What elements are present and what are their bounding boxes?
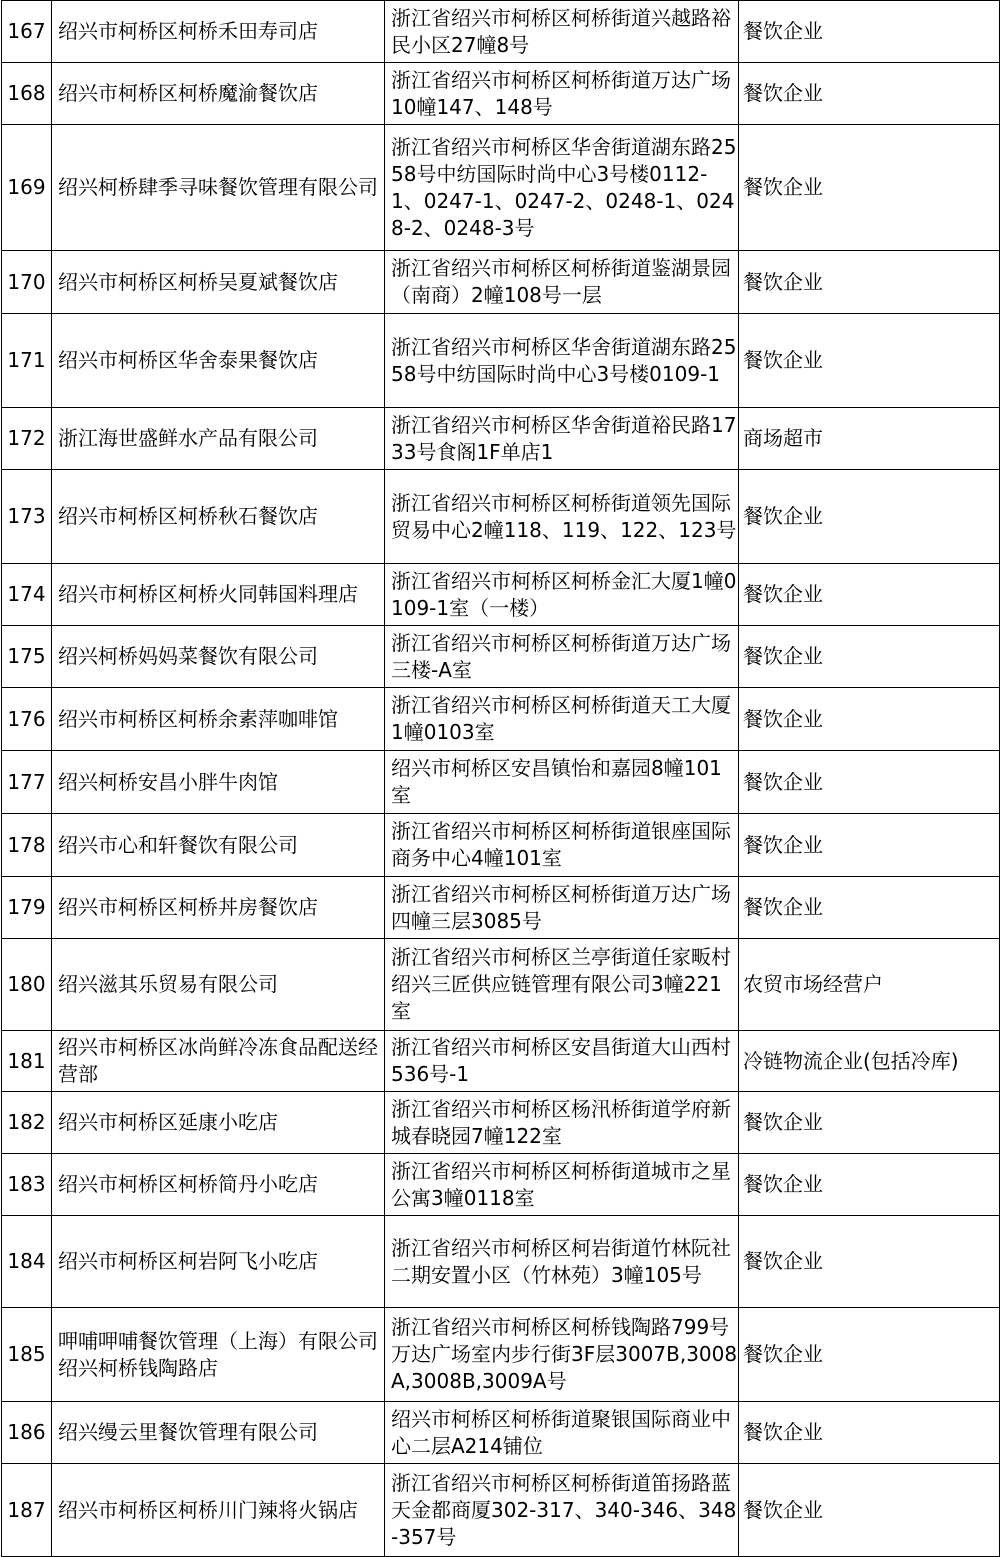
enterprise-address: 浙江省绍兴市柯桥区柯桥街道兴越路裕民小区27幢8号: [385, 1, 739, 63]
table-row: [2, 688, 1000, 751]
enterprise-name: 绍兴柯桥安昌小胖牛肉馆: [52, 751, 385, 814]
row-number: 179: [2, 877, 52, 939]
enterprise-category: 餐饮企业: [739, 470, 1000, 564]
row-number: 184: [2, 1216, 52, 1308]
enterprise-address: 浙江省绍兴市柯桥区柯桥街道万达广场四幢三层3085号: [385, 877, 739, 939]
table-row: [2, 1031, 1000, 1092]
row-number: 170: [2, 251, 52, 314]
row-number: 171: [2, 314, 52, 408]
enterprise-name: 绍兴市柯桥区柯桥魔渝餐饮店: [52, 63, 385, 125]
row-number: 182: [2, 1092, 52, 1154]
enterprise-address: 绍兴市柯桥区柯桥街道聚银国际商业中心二层A214铺位: [385, 1402, 739, 1464]
table-row: [2, 814, 1000, 877]
enterprise-name: 浙江海世盛鲜水产品有限公司: [52, 408, 385, 470]
enterprise-category: 餐饮企业: [739, 1092, 1000, 1154]
table-row: [2, 1, 1000, 63]
enterprise-address: 浙江省绍兴市柯桥区华舍街道裕民路1733号食阁1F单店1: [385, 408, 739, 470]
enterprise-category: 餐饮企业: [739, 688, 1000, 751]
row-number: 172: [2, 408, 52, 470]
enterprise-name: 绍兴市柯桥区柯桥丼房餐饮店: [52, 877, 385, 939]
row-number: 177: [2, 751, 52, 814]
enterprise-name: 绍兴市柯桥区冰尚鲜冷冻食品配送经营部: [52, 1031, 385, 1092]
enterprise-address: 浙江省绍兴市柯桥区兰亭街道任家畈村绍兴三匠供应链管理有限公司3幢221室: [385, 939, 739, 1031]
row-number: 185: [2, 1308, 52, 1402]
enterprise-category: 餐饮企业: [739, 751, 1000, 814]
enterprise-name: 呷哺呷哺餐饮管理（上海）有限公司绍兴柯桥钱陶路店: [52, 1308, 385, 1402]
enterprise-address: 浙江省绍兴市柯桥区杨汛桥街道学府新城春晓园7幢122室: [385, 1092, 739, 1154]
enterprise-address: 浙江省绍兴市柯桥区柯桥街道城市之星公寓3幢0118室: [385, 1154, 739, 1216]
enterprise-table: [1, 0, 1000, 1557]
row-number: 175: [2, 626, 52, 688]
enterprise-name: 绍兴缦云里餐饮管理有限公司: [52, 1402, 385, 1464]
enterprise-address: 浙江省绍兴市柯桥区柯桥街道万达广场10幢147、148号: [385, 63, 739, 125]
table-row: [2, 1308, 1000, 1402]
enterprise-address: 浙江省绍兴市柯桥区柯桥街道天工大厦1幢0103室: [385, 688, 739, 751]
table-row: [2, 408, 1000, 470]
enterprise-category: 餐饮企业: [739, 314, 1000, 408]
row-number: 186: [2, 1402, 52, 1464]
enterprise-name: 绍兴市柯桥区延康小吃店: [52, 1092, 385, 1154]
enterprise-name: 绍兴市柯桥区柯桥简丹小吃店: [52, 1154, 385, 1216]
table-row: [2, 751, 1000, 814]
enterprise-address: 浙江省绍兴市柯桥区柯桥街道领先国际贸易中心2幢118、119、122、123号: [385, 470, 739, 564]
enterprise-category: 餐饮企业: [739, 1402, 1000, 1464]
enterprise-name: 绍兴市柯桥区柯桥秋石餐饮店: [52, 470, 385, 564]
enterprise-address: 浙江省绍兴市柯桥区柯桥街道笛扬路蓝天金都商厦302-317、340-346、348-357号: [385, 1464, 739, 1557]
enterprise-name: 绍兴市柯桥区柯桥吴夏斌餐饮店: [52, 251, 385, 314]
enterprise-name: 绍兴市柯桥区柯岩阿飞小吃店: [52, 1216, 385, 1308]
enterprise-category: 餐饮企业: [739, 814, 1000, 877]
enterprise-category: 餐饮企业: [739, 1, 1000, 63]
row-number: 168: [2, 63, 52, 125]
table-row: [2, 564, 1000, 626]
enterprise-address: 浙江省绍兴市柯桥区柯岩街道竹林阮社二期安置小区（竹林苑）3幢105号: [385, 1216, 739, 1308]
enterprise-name: 绍兴市柯桥区柯桥禾田寿司店: [52, 1, 385, 63]
enterprise-category: 餐饮企业: [739, 1154, 1000, 1216]
enterprise-address: 浙江省绍兴市柯桥区柯桥金汇大厦1幢0109-1室（一楼）: [385, 564, 739, 626]
enterprise-category: 餐饮企业: [739, 1216, 1000, 1308]
row-number: 187: [2, 1464, 52, 1557]
table-row: [2, 251, 1000, 314]
table-row: [2, 470, 1000, 564]
row-number: 180: [2, 939, 52, 1031]
table-row: [2, 1154, 1000, 1216]
enterprise-category: 农贸市场经营户: [739, 939, 1000, 1031]
enterprise-category: 餐饮企业: [739, 877, 1000, 939]
enterprise-address: 浙江省绍兴市柯桥区柯桥街道银座国际商务中心4幢101室: [385, 814, 739, 877]
enterprise-address: 浙江省绍兴市柯桥区华舍街道湖东路2558号中纺国际时尚中心3号楼0112-1、0247-1、0247-2、0248-1、0248-2、0248-3号: [385, 125, 739, 251]
enterprise-category: 冷链物流企业(包括冷库): [739, 1031, 1000, 1092]
enterprise-name: 绍兴柯桥妈妈菜餐饮有限公司: [52, 626, 385, 688]
enterprise-category: 餐饮企业: [739, 251, 1000, 314]
table-row: [2, 1464, 1000, 1557]
table-row: [2, 939, 1000, 1031]
table-row: [2, 1092, 1000, 1154]
enterprise-address: 浙江省绍兴市柯桥区柯桥钱陶路799号万达广场室内步行街3F层3007B,3008A,3008B,3009A号: [385, 1308, 739, 1402]
enterprise-address: 浙江省绍兴市柯桥区安昌街道大山西村536号-1: [385, 1031, 739, 1092]
table-row: [2, 1216, 1000, 1308]
table-row: [2, 314, 1000, 408]
row-number: 181: [2, 1031, 52, 1092]
row-number: 183: [2, 1154, 52, 1216]
row-number: 167: [2, 1, 52, 63]
row-number: 173: [2, 470, 52, 564]
row-number: 176: [2, 688, 52, 751]
enterprise-category: 餐饮企业: [739, 564, 1000, 626]
enterprise-category: 餐饮企业: [739, 125, 1000, 251]
enterprise-category: 餐饮企业: [739, 626, 1000, 688]
table-row: [2, 1402, 1000, 1464]
enterprise-name: 绍兴柯桥肆季寻味餐饮管理有限公司: [52, 125, 385, 251]
enterprise-name: 绍兴市柯桥区柯桥火同韩国料理店: [52, 564, 385, 626]
enterprise-category: 商场超市: [739, 408, 1000, 470]
enterprise-address: 浙江省绍兴市柯桥区柯桥街道万达广场三楼-A室: [385, 626, 739, 688]
row-number: 169: [2, 125, 52, 251]
enterprise-name: 绍兴市柯桥区柯桥川门辣将火锅店: [52, 1464, 385, 1557]
row-number: 178: [2, 814, 52, 877]
row-number: 174: [2, 564, 52, 626]
enterprise-name: 绍兴市心和轩餐饮有限公司: [52, 814, 385, 877]
table-row: [2, 125, 1000, 251]
enterprise-name: 绍兴滋其乐贸易有限公司: [52, 939, 385, 1031]
enterprise-address: 浙江省绍兴市柯桥区柯桥街道鉴湖景园（南商）2幢108号一层: [385, 251, 739, 314]
table-row: [2, 626, 1000, 688]
enterprise-address: 绍兴市柯桥区安昌镇怡和嘉园8幢101室: [385, 751, 739, 814]
enterprise-category: 餐饮企业: [739, 1464, 1000, 1557]
table-row: [2, 877, 1000, 939]
enterprise-name: 绍兴市柯桥区华舍泰果餐饮店: [52, 314, 385, 408]
enterprise-category: 餐饮企业: [739, 63, 1000, 125]
table-row: [2, 63, 1000, 125]
enterprise-category: 餐饮企业: [739, 1308, 1000, 1402]
table-body: [2, 1, 1000, 1557]
enterprise-name: 绍兴市柯桥区柯桥余素萍咖啡馆: [52, 688, 385, 751]
enterprise-address: 浙江省绍兴市柯桥区华舍街道湖东路2558号中纺国际时尚中心3号楼0109-1: [385, 314, 739, 408]
